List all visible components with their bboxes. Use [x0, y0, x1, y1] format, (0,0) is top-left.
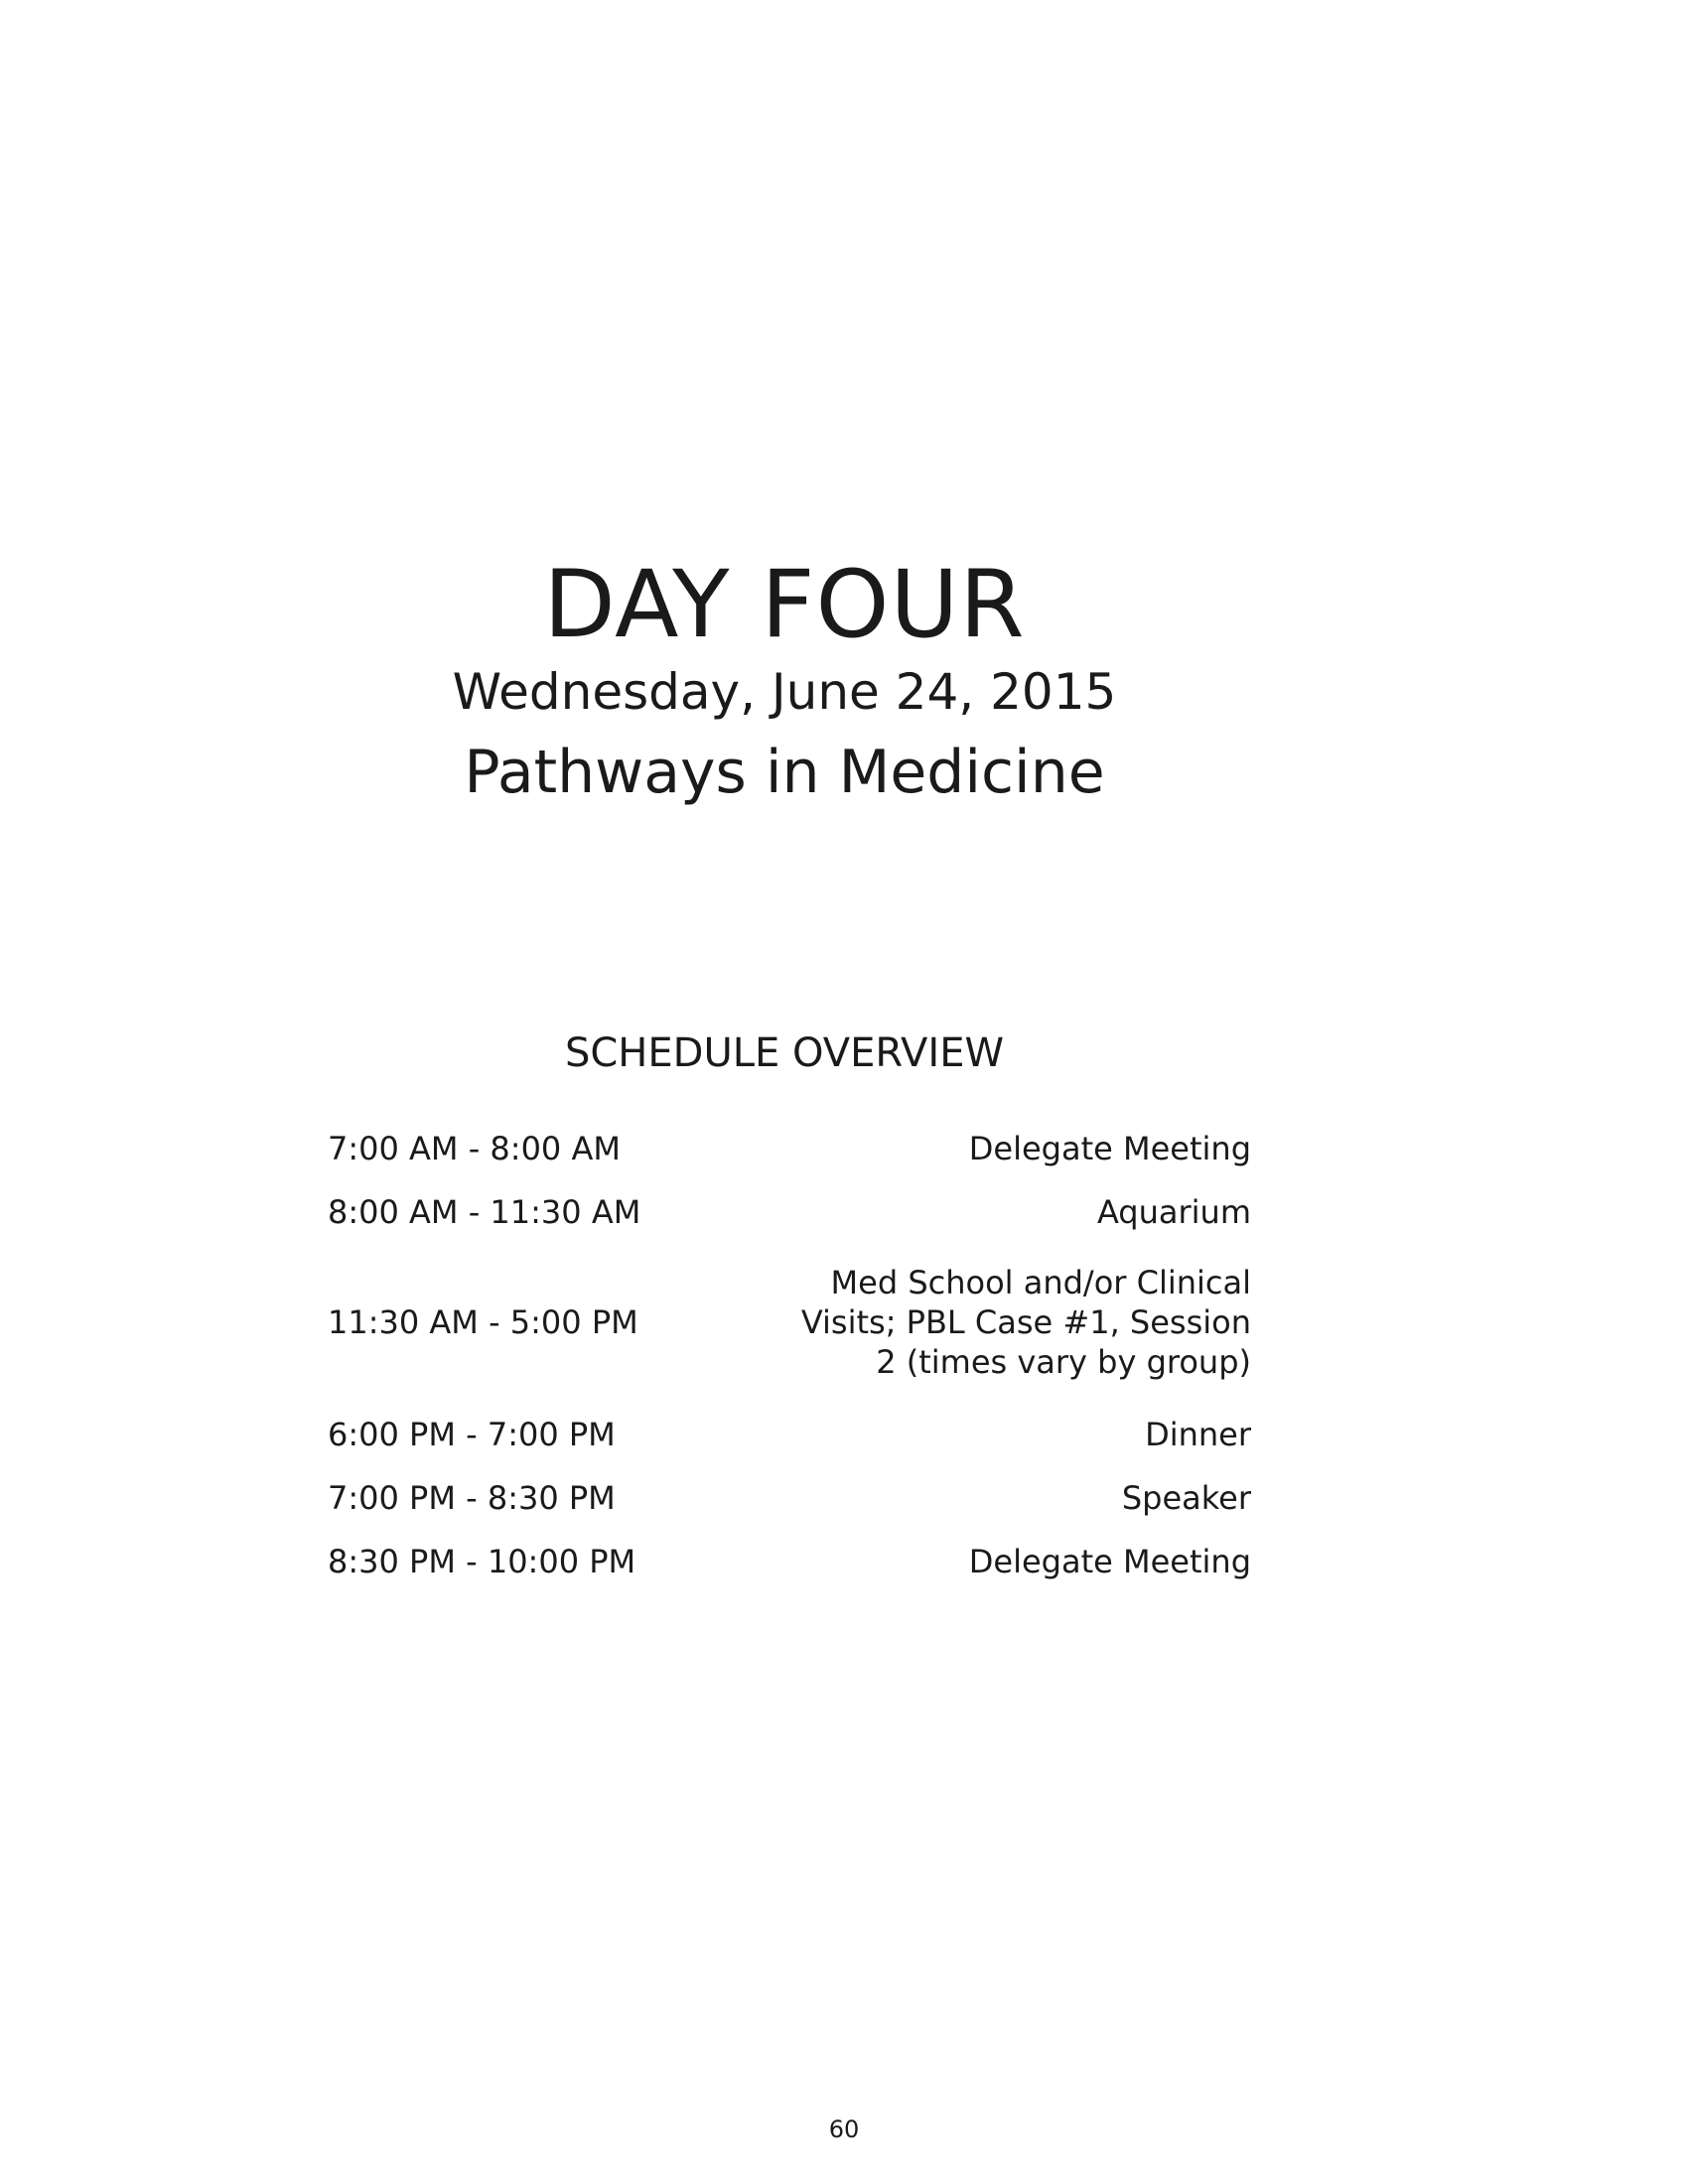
schedule-event: Delegate Meeting [968, 1130, 1251, 1167]
schedule-time: 11:30 AM - 5:00 PM [328, 1303, 638, 1341]
schedule-time: 7:00 PM - 8:30 PM [328, 1479, 616, 1517]
schedule-event: Med School and/or Clinical Visits; PBL Case #1, Session 2 (times vary by group) [800, 1264, 1251, 1381]
schedule-time: 7:00 AM - 8:00 AM [328, 1130, 621, 1167]
schedule-row [328, 1122, 1251, 1175]
schedule-row [328, 1535, 1251, 1588]
schedule-row [328, 1471, 1251, 1525]
day-date: Wednesday, June 24, 2015 [452, 663, 1117, 721]
day-theme: Pathways in Medicine [464, 738, 1105, 807]
schedule-row [328, 1257, 1251, 1388]
day-title: DAY FOUR [543, 551, 1026, 659]
schedule-event: Delegate Meeting [968, 1543, 1251, 1580]
schedule-event: Speaker [1121, 1479, 1251, 1517]
schedule-list [328, 1122, 1251, 1588]
schedule-row [328, 1408, 1251, 1461]
schedule-event: Aquarium [1096, 1193, 1251, 1231]
schedule-time: 6:00 PM - 7:00 PM [328, 1416, 616, 1453]
schedule-event: Dinner [1145, 1416, 1251, 1453]
schedule-heading: SCHEDULE OVERVIEW [564, 1030, 1005, 1076]
page-number: 60 [828, 2116, 860, 2143]
schedule-row [328, 1185, 1251, 1239]
schedule-time: 8:00 AM - 11:30 AM [328, 1193, 641, 1231]
schedule-time: 8:30 PM - 10:00 PM [328, 1543, 636, 1580]
